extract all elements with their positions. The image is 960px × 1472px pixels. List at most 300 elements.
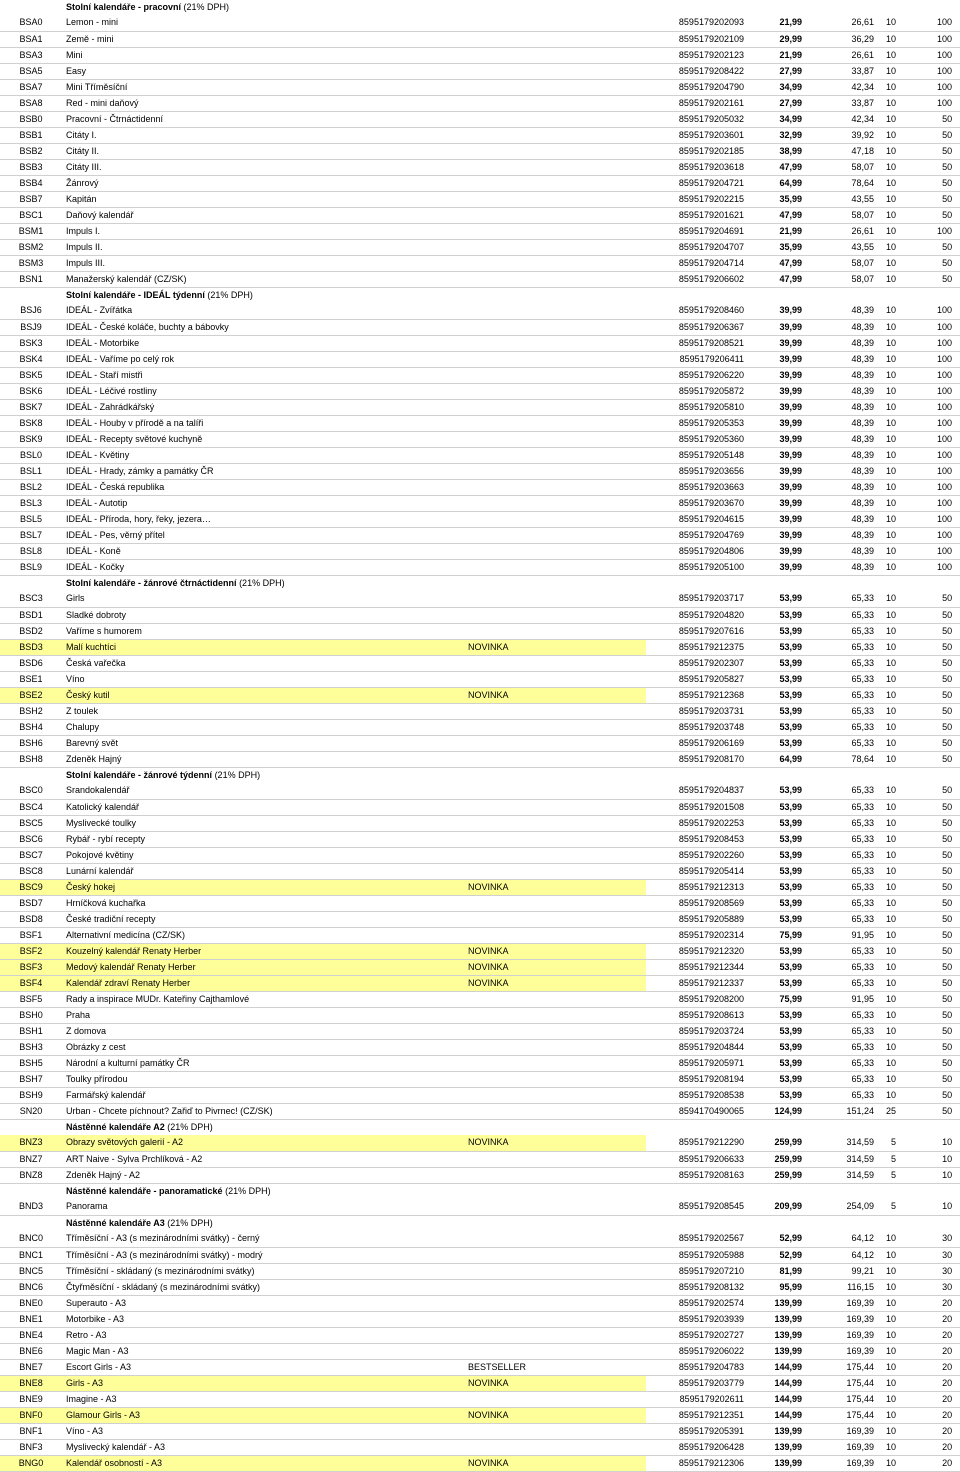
product-name: Citáty I. bbox=[62, 127, 466, 143]
product-tag bbox=[466, 479, 646, 495]
price-without-vat: 39,99 bbox=[746, 463, 804, 479]
product-name: Citáty III. bbox=[62, 159, 466, 175]
ean-code: 8595179202215 bbox=[646, 191, 746, 207]
section-vat-note: (21% DPH) bbox=[207, 289, 253, 300]
product-tag bbox=[466, 1199, 646, 1215]
section-title bbox=[62, 1183, 960, 1199]
section-title bbox=[62, 1119, 960, 1135]
ean-code: 8595179204721 bbox=[646, 175, 746, 191]
product-tag: NOVINKA bbox=[466, 879, 646, 895]
product-name: Kalendář osobností - A3 bbox=[62, 1455, 466, 1471]
product-code: BSB1 bbox=[0, 127, 62, 143]
table-row bbox=[0, 463, 960, 479]
product-name: Farmářský kalendář bbox=[62, 1087, 466, 1103]
price-with-vat: 65,33 bbox=[804, 831, 876, 847]
table-row bbox=[0, 1391, 960, 1407]
price-with-vat: 65,33 bbox=[804, 911, 876, 927]
ean-code: 8595179208569 bbox=[646, 895, 746, 911]
product-name: Motorbike - A3 bbox=[62, 1311, 466, 1327]
table-row bbox=[0, 1279, 960, 1295]
product-name: Alternativní medicína (CZ/SK) bbox=[62, 927, 466, 943]
product-code: BSC9 bbox=[0, 879, 62, 895]
product-name: Tříměsíční - A3 (s mezinárodními svátky) - modrý bbox=[62, 1247, 466, 1263]
ean-code: 8595179212306 bbox=[646, 1455, 746, 1471]
table-row bbox=[0, 383, 960, 399]
ean-code: 8595179203717 bbox=[646, 591, 746, 607]
box-quantity: 100 bbox=[916, 495, 960, 511]
pack-quantity: 5 bbox=[876, 1199, 916, 1215]
ean-code: 8595179202574 bbox=[646, 1295, 746, 1311]
price-without-vat: 53,99 bbox=[746, 975, 804, 991]
product-name: Lunární kalendář bbox=[62, 863, 466, 879]
product-name: Chalupy bbox=[62, 719, 466, 735]
price-without-vat: 53,99 bbox=[746, 799, 804, 815]
ean-code: 8595179203656 bbox=[646, 463, 746, 479]
price-without-vat: 53,99 bbox=[746, 703, 804, 719]
product-name: Z toulek bbox=[62, 703, 466, 719]
table-row bbox=[0, 959, 960, 975]
product-code: BSH8 bbox=[0, 751, 62, 767]
pack-quantity: 10 bbox=[876, 863, 916, 879]
ean-code: 8595179202253 bbox=[646, 815, 746, 831]
box-quantity: 50 bbox=[916, 207, 960, 223]
ean-code: 8595179205971 bbox=[646, 1055, 746, 1071]
price-with-vat: 43,55 bbox=[804, 191, 876, 207]
pack-quantity: 10 bbox=[876, 1071, 916, 1087]
ean-code: 8595179205353 bbox=[646, 415, 746, 431]
price-without-vat: 53,99 bbox=[746, 911, 804, 927]
box-quantity: 20 bbox=[916, 1327, 960, 1343]
price-without-vat: 53,99 bbox=[746, 671, 804, 687]
ean-code: 8595179204691 bbox=[646, 223, 746, 239]
pack-quantity: 10 bbox=[876, 95, 916, 111]
ean-code: 8595179206428 bbox=[646, 1439, 746, 1455]
price-without-vat: 259,99 bbox=[746, 1135, 804, 1151]
product-code: BSB0 bbox=[0, 111, 62, 127]
price-with-vat: 48,39 bbox=[804, 495, 876, 511]
pack-quantity: 10 bbox=[876, 1439, 916, 1455]
ean-code: 8595179201621 bbox=[646, 207, 746, 223]
table-row bbox=[0, 191, 960, 207]
box-quantity: 100 bbox=[916, 559, 960, 575]
pack-quantity: 10 bbox=[876, 655, 916, 671]
product-code: BSE2 bbox=[0, 687, 62, 703]
ean-code: 8595179204783 bbox=[646, 1359, 746, 1375]
product-code: BSF2 bbox=[0, 943, 62, 959]
product-tag bbox=[466, 735, 646, 751]
pack-quantity: 10 bbox=[876, 399, 916, 415]
price-with-vat: 314,59 bbox=[804, 1135, 876, 1151]
section-title bbox=[62, 767, 960, 783]
product-code: BSA5 bbox=[0, 63, 62, 79]
product-tag bbox=[466, 383, 646, 399]
box-quantity: 50 bbox=[916, 623, 960, 639]
section-title-text: Nástěnné kalendáře A2 bbox=[66, 1121, 165, 1132]
price-without-vat: 139,99 bbox=[746, 1311, 804, 1327]
box-quantity: 100 bbox=[916, 463, 960, 479]
pack-quantity: 10 bbox=[876, 1407, 916, 1423]
ean-code: 8595179204806 bbox=[646, 543, 746, 559]
section-title bbox=[62, 0, 960, 15]
product-name: Urban - Chcete píchnout? Zařiď to Pivrnec! (CZ/SK) bbox=[62, 1103, 466, 1119]
price-with-vat: 65,33 bbox=[804, 623, 876, 639]
price-with-vat: 175,44 bbox=[804, 1391, 876, 1407]
box-quantity: 50 bbox=[916, 239, 960, 255]
pack-quantity: 10 bbox=[876, 991, 916, 1007]
product-tag bbox=[466, 319, 646, 335]
pack-quantity: 10 bbox=[876, 255, 916, 271]
ean-code: 8595179207616 bbox=[646, 623, 746, 639]
table-row bbox=[0, 479, 960, 495]
pack-quantity: 10 bbox=[876, 1263, 916, 1279]
product-tag bbox=[466, 1087, 646, 1103]
price-without-vat: 144,99 bbox=[746, 1375, 804, 1391]
box-quantity: 100 bbox=[916, 527, 960, 543]
price-with-vat: 78,64 bbox=[804, 175, 876, 191]
product-code: BSC5 bbox=[0, 815, 62, 831]
pack-quantity: 10 bbox=[876, 1359, 916, 1375]
product-tag bbox=[466, 1295, 646, 1311]
price-without-vat: 39,99 bbox=[746, 399, 804, 415]
price-without-vat: 27,99 bbox=[746, 95, 804, 111]
product-tag bbox=[466, 303, 646, 319]
pack-quantity: 10 bbox=[876, 479, 916, 495]
ean-code: 8595179202314 bbox=[646, 927, 746, 943]
box-quantity: 50 bbox=[916, 911, 960, 927]
price-without-vat: 53,99 bbox=[746, 1023, 804, 1039]
price-with-vat: 58,07 bbox=[804, 255, 876, 271]
table-row bbox=[0, 1423, 960, 1439]
price-with-vat: 116,15 bbox=[804, 1279, 876, 1295]
table-row bbox=[0, 879, 960, 895]
product-code: BSC3 bbox=[0, 591, 62, 607]
table-row bbox=[0, 799, 960, 815]
product-tag bbox=[466, 1071, 646, 1087]
price-with-vat: 33,87 bbox=[804, 63, 876, 79]
product-name: Impuls II. bbox=[62, 239, 466, 255]
product-tag bbox=[466, 703, 646, 719]
ean-code: 8595179203779 bbox=[646, 1375, 746, 1391]
ean-code: 8595179202567 bbox=[646, 1231, 746, 1247]
box-quantity: 50 bbox=[916, 943, 960, 959]
price-without-vat: 139,99 bbox=[746, 1343, 804, 1359]
table-row bbox=[0, 783, 960, 799]
product-name: Víno - A3 bbox=[62, 1423, 466, 1439]
price-without-vat: 39,99 bbox=[746, 511, 804, 527]
product-code: BSB3 bbox=[0, 159, 62, 175]
ean-code: 8595179208200 bbox=[646, 991, 746, 1007]
table-row bbox=[0, 655, 960, 671]
pack-quantity: 10 bbox=[876, 47, 916, 63]
product-code: BSD6 bbox=[0, 655, 62, 671]
product-tag bbox=[466, 1007, 646, 1023]
price-with-vat: 65,33 bbox=[804, 655, 876, 671]
table-row bbox=[0, 543, 960, 559]
ean-code: 8595179212368 bbox=[646, 687, 746, 703]
ean-code: 8595179204790 bbox=[646, 79, 746, 95]
table-row bbox=[0, 47, 960, 63]
product-tag: NOVINKA bbox=[466, 639, 646, 655]
table-row bbox=[0, 639, 960, 655]
price-with-vat: 65,33 bbox=[804, 719, 876, 735]
table-row bbox=[0, 1343, 960, 1359]
box-quantity: 50 bbox=[916, 607, 960, 623]
price-with-vat: 42,34 bbox=[804, 111, 876, 127]
product-code: BNE0 bbox=[0, 1295, 62, 1311]
table-row bbox=[0, 703, 960, 719]
product-tag bbox=[466, 927, 646, 943]
product-name: Tříměsíční - A3 (s mezinárodními svátky) - černý bbox=[62, 1231, 466, 1247]
price-without-vat: 39,99 bbox=[746, 335, 804, 351]
price-with-vat: 314,59 bbox=[804, 1167, 876, 1183]
product-name: IDEÁL - Recepty světové kuchyně bbox=[62, 431, 466, 447]
ean-code: 8595179208521 bbox=[646, 335, 746, 351]
pack-quantity: 10 bbox=[876, 175, 916, 191]
price-without-vat: 139,99 bbox=[746, 1423, 804, 1439]
table-row bbox=[0, 1439, 960, 1455]
table-row bbox=[0, 1359, 960, 1375]
product-name: Hrníčková kuchařka bbox=[62, 895, 466, 911]
price-with-vat: 99,21 bbox=[804, 1263, 876, 1279]
product-name: Manažerský kalendář (CZ/SK) bbox=[62, 271, 466, 287]
product-name: IDEÁL - Koně bbox=[62, 543, 466, 559]
price-without-vat: 39,99 bbox=[746, 543, 804, 559]
product-code: BSA1 bbox=[0, 31, 62, 47]
product-tag bbox=[466, 1055, 646, 1071]
pack-quantity: 10 bbox=[876, 1279, 916, 1295]
product-code: BNE9 bbox=[0, 1391, 62, 1407]
price-with-vat: 36,29 bbox=[804, 31, 876, 47]
product-code: BSL8 bbox=[0, 543, 62, 559]
product-code: BSL0 bbox=[0, 447, 62, 463]
box-quantity: 50 bbox=[916, 1087, 960, 1103]
box-quantity: 100 bbox=[916, 431, 960, 447]
table-row bbox=[0, 1023, 960, 1039]
pack-quantity: 10 bbox=[876, 143, 916, 159]
product-name: IDEÁL - Houby v přírodě a na talíři bbox=[62, 415, 466, 431]
table-row bbox=[0, 271, 960, 287]
section-title bbox=[62, 1215, 960, 1231]
price-without-vat: 53,99 bbox=[746, 831, 804, 847]
ean-code: 8595179202161 bbox=[646, 95, 746, 111]
price-with-vat: 175,44 bbox=[804, 1375, 876, 1391]
box-quantity: 100 bbox=[916, 383, 960, 399]
price-without-vat: 39,99 bbox=[746, 367, 804, 383]
ean-code: 8595179203670 bbox=[646, 495, 746, 511]
pack-quantity: 10 bbox=[876, 927, 916, 943]
price-without-vat: 259,99 bbox=[746, 1151, 804, 1167]
product-code: BSK4 bbox=[0, 351, 62, 367]
price-without-vat: 35,99 bbox=[746, 239, 804, 255]
product-code: BSJ9 bbox=[0, 319, 62, 335]
price-with-vat: 65,33 bbox=[804, 591, 876, 607]
box-quantity: 100 bbox=[916, 447, 960, 463]
section-title-text: Stolní kalendáře - IDEÁL týdenní bbox=[66, 289, 205, 300]
product-name: České tradiční recepty bbox=[62, 911, 466, 927]
box-quantity: 100 bbox=[916, 63, 960, 79]
product-name: IDEÁL - České koláče, buchty a bábovky bbox=[62, 319, 466, 335]
price-with-vat: 169,39 bbox=[804, 1295, 876, 1311]
product-tag bbox=[466, 559, 646, 575]
product-name: Daňový kalendář bbox=[62, 207, 466, 223]
product-name: Čtyřměsíční - skládaný (s mezinárodními svátky) bbox=[62, 1279, 466, 1295]
table-row bbox=[0, 751, 960, 767]
price-with-vat: 65,33 bbox=[804, 1071, 876, 1087]
product-code: BNC0 bbox=[0, 1231, 62, 1247]
box-quantity: 20 bbox=[916, 1359, 960, 1375]
box-quantity: 10 bbox=[916, 1151, 960, 1167]
product-tag bbox=[466, 143, 646, 159]
pack-quantity: 10 bbox=[876, 591, 916, 607]
price-with-vat: 169,39 bbox=[804, 1311, 876, 1327]
box-quantity: 20 bbox=[916, 1311, 960, 1327]
product-tag bbox=[466, 623, 646, 639]
table-row bbox=[0, 623, 960, 639]
price-without-vat: 53,99 bbox=[746, 655, 804, 671]
product-tag bbox=[466, 1231, 646, 1247]
product-name: IDEÁL - Pes, věrný přítel bbox=[62, 527, 466, 543]
price-with-vat: 43,55 bbox=[804, 239, 876, 255]
pack-quantity: 10 bbox=[876, 303, 916, 319]
price-with-vat: 254,09 bbox=[804, 1199, 876, 1215]
product-name: Mini bbox=[62, 47, 466, 63]
table-row bbox=[0, 991, 960, 1007]
product-tag bbox=[466, 111, 646, 127]
product-name: IDEÁL - Léčivé rostliny bbox=[62, 383, 466, 399]
price-without-vat: 39,99 bbox=[746, 303, 804, 319]
table-row bbox=[0, 527, 960, 543]
price-without-vat: 144,99 bbox=[746, 1407, 804, 1423]
table-row bbox=[0, 687, 960, 703]
ean-code: 8595179208538 bbox=[646, 1087, 746, 1103]
price-with-vat: 65,33 bbox=[804, 1087, 876, 1103]
ean-code: 8595179205810 bbox=[646, 399, 746, 415]
table-row bbox=[0, 1151, 960, 1167]
price-without-vat: 53,99 bbox=[746, 1007, 804, 1023]
box-quantity: 100 bbox=[916, 47, 960, 63]
box-quantity: 20 bbox=[916, 1343, 960, 1359]
price-without-vat: 21,99 bbox=[746, 15, 804, 31]
ean-code: 8595179202307 bbox=[646, 655, 746, 671]
price-with-vat: 26,61 bbox=[804, 15, 876, 31]
section-title-text: Stolní kalendáře - žánrové čtrnáctidenní bbox=[66, 577, 237, 588]
product-name: Toulky přírodou bbox=[62, 1071, 466, 1087]
product-code: BSB7 bbox=[0, 191, 62, 207]
price-with-vat: 91,95 bbox=[804, 927, 876, 943]
price-with-vat: 47,18 bbox=[804, 143, 876, 159]
box-quantity: 50 bbox=[916, 127, 960, 143]
product-tag bbox=[466, 671, 646, 687]
product-code: BSF1 bbox=[0, 927, 62, 943]
product-code: BSC4 bbox=[0, 799, 62, 815]
product-tag bbox=[466, 751, 646, 767]
pack-quantity: 10 bbox=[876, 207, 916, 223]
section-header bbox=[0, 1119, 960, 1135]
price-without-vat: 139,99 bbox=[746, 1455, 804, 1471]
product-code: BSE1 bbox=[0, 671, 62, 687]
ean-code: 8595179208132 bbox=[646, 1279, 746, 1295]
price-without-vat: 53,99 bbox=[746, 623, 804, 639]
product-code: SN20 bbox=[0, 1103, 62, 1119]
product-tag bbox=[466, 255, 646, 271]
product-name: Rady a inspirace MUDr. Kateřiny Cajthamlové bbox=[62, 991, 466, 1007]
ean-code: 8595179204820 bbox=[646, 607, 746, 623]
price-with-vat: 65,33 bbox=[804, 975, 876, 991]
ean-code: 8595179212375 bbox=[646, 639, 746, 655]
section-vat-note: (21% DPH) bbox=[167, 1217, 213, 1228]
price-with-vat: 169,39 bbox=[804, 1327, 876, 1343]
price-with-vat: 65,33 bbox=[804, 1023, 876, 1039]
pack-quantity: 10 bbox=[876, 607, 916, 623]
product-name: IDEÁL - Květiny bbox=[62, 447, 466, 463]
product-tag bbox=[466, 1327, 646, 1343]
section-header bbox=[0, 0, 960, 15]
product-name: Malí kuchtíci bbox=[62, 639, 466, 655]
price-without-vat: 53,99 bbox=[746, 639, 804, 655]
product-name: Žánrový bbox=[62, 175, 466, 191]
product-code: BSH5 bbox=[0, 1055, 62, 1071]
price-without-vat: 53,99 bbox=[746, 719, 804, 735]
product-code: BSA3 bbox=[0, 47, 62, 63]
box-quantity: 50 bbox=[916, 703, 960, 719]
product-tag bbox=[466, 415, 646, 431]
price-without-vat: 39,99 bbox=[746, 415, 804, 431]
table-row bbox=[0, 1231, 960, 1247]
product-code: BSJ6 bbox=[0, 303, 62, 319]
product-name: IDEÁL - Vaříme po celý rok bbox=[62, 351, 466, 367]
price-without-vat: 53,99 bbox=[746, 847, 804, 863]
table-row bbox=[0, 111, 960, 127]
price-without-vat: 53,99 bbox=[746, 959, 804, 975]
table-row bbox=[0, 1327, 960, 1343]
table-row bbox=[0, 367, 960, 383]
product-code: BSK6 bbox=[0, 383, 62, 399]
ean-code: 8595179205872 bbox=[646, 383, 746, 399]
price-without-vat: 39,99 bbox=[746, 447, 804, 463]
box-quantity: 100 bbox=[916, 415, 960, 431]
ean-code: 8595179204769 bbox=[646, 527, 746, 543]
product-code: BNE8 bbox=[0, 1375, 62, 1391]
product-tag bbox=[466, 239, 646, 255]
box-quantity: 100 bbox=[916, 351, 960, 367]
box-quantity: 20 bbox=[916, 1407, 960, 1423]
ean-code: 8595179208170 bbox=[646, 751, 746, 767]
box-quantity: 50 bbox=[916, 863, 960, 879]
price-without-vat: 29,99 bbox=[746, 31, 804, 47]
ean-code: 8595179212290 bbox=[646, 1135, 746, 1151]
ean-code: 8595179212320 bbox=[646, 943, 746, 959]
pack-quantity: 10 bbox=[876, 543, 916, 559]
box-quantity: 100 bbox=[916, 479, 960, 495]
pack-quantity: 10 bbox=[876, 79, 916, 95]
table-row bbox=[0, 223, 960, 239]
product-tag bbox=[466, 1391, 646, 1407]
product-name: Kalendář zdraví Renaty Herber bbox=[62, 975, 466, 991]
box-quantity: 100 bbox=[916, 303, 960, 319]
price-without-vat: 53,99 bbox=[746, 943, 804, 959]
table-row bbox=[0, 335, 960, 351]
ean-code: 8595179208422 bbox=[646, 63, 746, 79]
product-code: BSD7 bbox=[0, 895, 62, 911]
pack-quantity: 10 bbox=[876, 703, 916, 719]
table-row bbox=[0, 495, 960, 511]
product-tag bbox=[466, 895, 646, 911]
price-with-vat: 48,39 bbox=[804, 335, 876, 351]
product-tag bbox=[466, 447, 646, 463]
table-row bbox=[0, 1039, 960, 1055]
ean-code: 8595179203618 bbox=[646, 159, 746, 175]
ean-code: 8595179203939 bbox=[646, 1311, 746, 1327]
